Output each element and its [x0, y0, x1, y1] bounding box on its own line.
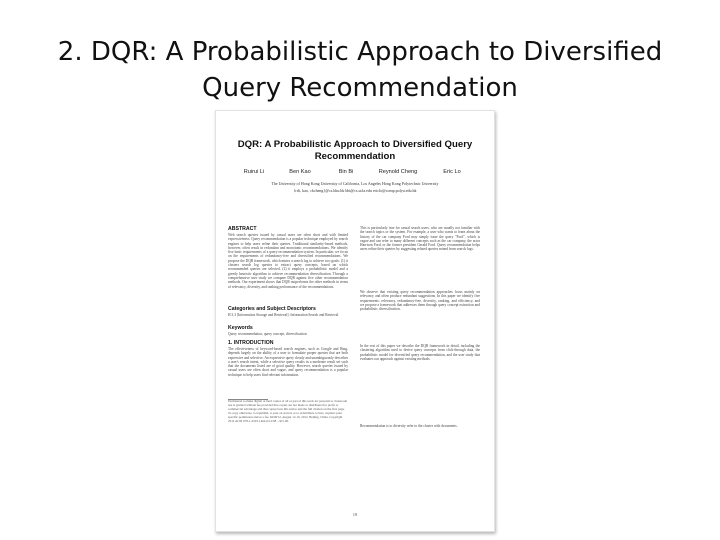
paper-page-thumbnail [215, 110, 495, 532]
introduction-heading: 1. INTRODUCTION [228, 340, 274, 346]
categories-heading: Categories and Subject Descriptors [228, 306, 316, 312]
author-name: Ruirui Li [243, 169, 265, 175]
author-name: Eric Lo [443, 169, 461, 175]
left-column [228, 223, 348, 430]
author-name: Reynold Cheng [378, 169, 418, 175]
introduction-text: The effectiveness of keyword-based search engines, such as Google and Bing, depends largely on the ability of a user to formulate proper queries that are both expressive and selective. An expressive query clearly and unambiguously describes a user's search intent, while a selective query results in a moderate result set such that the documents listed are of good quality. However, search queries issued by casual users are often short and vague, and query recommendation is a popular technique to help users find relevant information. [228, 347, 348, 377]
author-list [234, 169, 480, 179]
categories-text: H.3.3 [Information Storage and Retrieval]: Information Search and Retrieval [228, 313, 339, 317]
body-paragraph: In the rest of this paper we describe the DQR framework in detail, including the clustering algorithm used to derive query concepts from click-through data, the probabilistic model for diversified query recommendation, and the user study that evaluates our approach against existing methods. [360, 344, 480, 361]
body-paragraph: We observe that existing query recommendation approaches focus mainly on relevancy and often produce redundant suggestions. In this paper we identify five requirements: relevancy, redundancy-free, diversity, ranking, and efficiency, and we propose a framework that addresses them through query concept extraction and probabilistic diversification. [360, 290, 480, 312]
affiliation-line: The University of Hong Kong University of California, Los Angeles Hong Kong Polytechnic University [271, 181, 439, 186]
email-line: {rrli, kao, ckcheng}@cs.hku.hk bbi@cs.ucla.edu ericlo@comp.polyu.edu.hk [293, 188, 417, 193]
copyright-footnote: Permission to make digital or hard copies of all or part of this work for personal or classroom use is granted without fee provided that copies are not made or distributed for profit or commercial advantage and that copies bear this notice and the full citation on the first page. To copy otherwise, to republish, to post on servers or to redistribute to lists, requires prior specific permission and/or a fee. KDD'12, August 12-16, 2012, Beijing, China. Copyright 2012 ACM 978-1-4503-1462-6/12/08 ...$15.00. [228, 400, 348, 423]
body-paragraph: Recommendation is to diversity refer to the cluster with documents. [360, 424, 458, 428]
slide-title: 2. DQR: A Probabilistic Approach to Diversified Query Recommendation [57, 37, 663, 103]
author-name: Ben Kao [289, 169, 311, 175]
paper-title: DQR: A Probabilistic Approach to Diversified Query Recommendation [237, 139, 473, 162]
keywords-text: Query recommendation, query concept, diversification [228, 332, 307, 336]
keywords-heading: Keywords [228, 325, 253, 331]
author-name: Bin Bi [338, 169, 354, 175]
page-number: 18 [352, 512, 358, 517]
right-column [360, 223, 480, 433]
abstract-heading: ABSTRACT [228, 226, 257, 232]
body-paragraph: This is particularly true for casual search users, who are usually not familiar with the search topics or the system. For example, a user who wants to learn about the history of the car company Ford may simply issue the query "Ford", which is vague and can refer to many different concepts such as the car company, the actor Harrison Ford, or the former president Gerald Ford. Query recommendation helps users refine their queries by suggesting related queries mined from search logs. [360, 226, 480, 252]
abstract-text: Web search queries issued by casual users are often short and with limited expressiveness. Query recommendation is a popular technique employed by search engines to help users refine their queries. Traditional similarity-based methods, however, often result in redundant and monotonic recommendations. We identify five basic requirements of a query recommendation system. In particular, we focus on the requirements of redundancy-free and diversified recommendations. We propose the DQR framework, which mines a search log to achieve two goals: (1) it clusters search log queries to extract query concepts, based on which recommended queries are selected. (2) it employs a probabilistic model and a greedy heuristic algorithm to achieve recommendation diversification. Through a comprehensive user study we compare DQR against five other recommendation methods. Our experiment shows that DQR outperforms the other methods in terms of relevancy, diversity, and ranking performance of the recommendations. [228, 233, 348, 289]
